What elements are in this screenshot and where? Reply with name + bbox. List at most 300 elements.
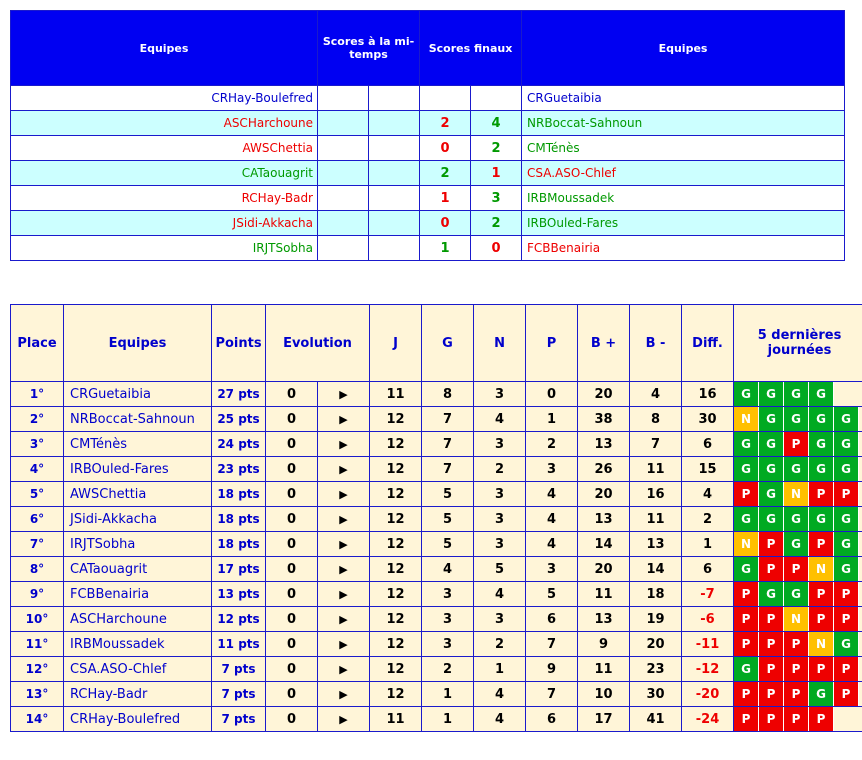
- goals-for: 13: [578, 432, 630, 457]
- form-badge: P: [784, 657, 809, 681]
- evolution-value: 0: [266, 457, 318, 482]
- losses: 9: [526, 657, 578, 682]
- wins: 5: [422, 507, 474, 532]
- team-name: IRBOuled-Fares: [64, 457, 212, 482]
- goals-against: 19: [630, 607, 682, 632]
- evolution-value: 0: [266, 632, 318, 657]
- played: 12: [370, 507, 422, 532]
- wins: 7: [422, 457, 474, 482]
- evolution-value: 0: [266, 432, 318, 457]
- form-badge: P: [809, 607, 834, 631]
- away-team: CSA.ASO-Chlef: [522, 161, 845, 186]
- losses-header: P: [526, 305, 578, 382]
- evolution-arrow-cell: [318, 407, 370, 432]
- evolution-value: 0: [266, 532, 318, 557]
- place: 4°: [11, 457, 64, 482]
- home-team-header: Equipes: [11, 11, 318, 86]
- form-badge: G: [809, 407, 834, 431]
- draws: 4: [474, 582, 526, 607]
- points: 12 pts: [212, 607, 266, 632]
- standings-row: [11, 532, 862, 557]
- home-team: CATaouagrit: [11, 161, 318, 186]
- last-five-results: [734, 482, 862, 507]
- form-badge: G: [759, 382, 784, 406]
- form-badge: P: [809, 582, 834, 606]
- form-badge: G: [834, 407, 859, 431]
- losses: 7: [526, 632, 578, 657]
- wins: 4: [422, 557, 474, 582]
- goals-for: 20: [578, 557, 630, 582]
- halftime-away-score: [369, 211, 420, 236]
- form-badge: G: [784, 532, 809, 556]
- goals-for: 10: [578, 682, 630, 707]
- evolution-arrow-cell: [318, 507, 370, 532]
- form-badge: P: [809, 707, 834, 731]
- form-badge: P: [734, 682, 759, 706]
- evolution-value: 0: [266, 482, 318, 507]
- final-home-score: 1: [420, 236, 471, 261]
- final-home-score: 0: [420, 211, 471, 236]
- evolution-arrow-cell: [318, 657, 370, 682]
- form-strip: [734, 407, 862, 431]
- team-name: JSidi-Akkacha: [64, 507, 212, 532]
- form-badge: N: [784, 607, 809, 631]
- points-header: Points: [212, 305, 266, 382]
- played: 12: [370, 607, 422, 632]
- points: 17 pts: [212, 557, 266, 582]
- points: 24 pts: [212, 432, 266, 457]
- team-name: CRHay-Boulefred: [64, 707, 212, 732]
- last-five-results: [734, 382, 862, 407]
- place: 3°: [11, 432, 64, 457]
- form-badge: G: [834, 432, 859, 456]
- play-right-icon: ▶: [339, 587, 348, 601]
- play-right-icon: ▶: [339, 712, 348, 726]
- played: 11: [370, 707, 422, 732]
- last-five-results: [734, 632, 862, 657]
- place: 1°: [11, 382, 64, 407]
- place: 6°: [11, 507, 64, 532]
- standings-row: [11, 557, 862, 582]
- evolution-arrow-cell: [318, 532, 370, 557]
- evolution-value: 0: [266, 607, 318, 632]
- away-team: IRBOuled-Fares: [522, 211, 845, 236]
- played: 12: [370, 482, 422, 507]
- goals-against: 18: [630, 582, 682, 607]
- place: 10°: [11, 607, 64, 632]
- form-badge: G: [734, 457, 759, 481]
- form-badge: G: [834, 457, 859, 481]
- goal-diff: -7: [682, 582, 734, 607]
- team-name: CSA.ASO-Chlef: [64, 657, 212, 682]
- form-badge: G: [734, 507, 759, 531]
- form-badge: P: [834, 482, 859, 506]
- evolution-value: 0: [266, 657, 318, 682]
- draws: 4: [474, 707, 526, 732]
- losses: 1: [526, 407, 578, 432]
- last-five-header: 5 dernières journées: [734, 305, 862, 382]
- draws: 4: [474, 682, 526, 707]
- played: 12: [370, 632, 422, 657]
- form-badge: P: [759, 682, 784, 706]
- final-away-score: 1: [471, 161, 522, 186]
- evolution-value: 0: [266, 382, 318, 407]
- form-badge: P: [784, 632, 809, 656]
- evolution-arrow-cell: [318, 682, 370, 707]
- goal-diff: 15: [682, 457, 734, 482]
- last-five-results: [734, 682, 862, 707]
- form-badge: G: [809, 382, 834, 406]
- play-right-icon: ▶: [339, 562, 348, 576]
- form-badge: P: [734, 582, 759, 606]
- goals-against: 7: [630, 432, 682, 457]
- goal-diff: 1: [682, 532, 734, 557]
- form-badge: G: [784, 407, 809, 431]
- losses: 6: [526, 607, 578, 632]
- goals-against-header: B -: [630, 305, 682, 382]
- points: 13 pts: [212, 582, 266, 607]
- goals-against: 20: [630, 632, 682, 657]
- evolution-arrow-cell: [318, 482, 370, 507]
- losses: 4: [526, 532, 578, 557]
- goals-against: 30: [630, 682, 682, 707]
- draws: 2: [474, 632, 526, 657]
- standings-row: [11, 657, 862, 682]
- form-badge: G: [834, 532, 859, 556]
- form-badge: N: [809, 557, 834, 581]
- goal-diff: -12: [682, 657, 734, 682]
- form-badge: G: [834, 507, 859, 531]
- points: 7 pts: [212, 657, 266, 682]
- standings-row: [11, 457, 862, 482]
- form-badge: P: [759, 707, 784, 731]
- place: 8°: [11, 557, 64, 582]
- form-badge: N: [784, 482, 809, 506]
- evolution-value: 0: [266, 557, 318, 582]
- place: 5°: [11, 482, 64, 507]
- halftime-home-score: [318, 211, 369, 236]
- form-badge: P: [734, 632, 759, 656]
- team-name: CRGuetaibia: [64, 382, 212, 407]
- play-right-icon: ▶: [339, 612, 348, 626]
- standings-row: [11, 682, 862, 707]
- goals-against: 13: [630, 532, 682, 557]
- goals-against: 41: [630, 707, 682, 732]
- place: 9°: [11, 582, 64, 607]
- evolution-value: 0: [266, 582, 318, 607]
- away-team: FCBBenairia: [522, 236, 845, 261]
- evolution-arrow-cell: [318, 582, 370, 607]
- losses: 4: [526, 507, 578, 532]
- draws: 3: [474, 507, 526, 532]
- goals-against: 23: [630, 657, 682, 682]
- team-name: RCHay-Badr: [64, 682, 212, 707]
- points: 25 pts: [212, 407, 266, 432]
- match-row: [11, 111, 845, 136]
- halftime-score-header: Scores à la mi-temps: [318, 11, 420, 86]
- played: 12: [370, 457, 422, 482]
- away-team: CMTénès: [522, 136, 845, 161]
- play-right-icon: ▶: [339, 487, 348, 501]
- wins: 1: [422, 682, 474, 707]
- last-five-results: [734, 607, 862, 632]
- evolution-value: 0: [266, 507, 318, 532]
- halftime-away-score: [369, 236, 420, 261]
- losses: 5: [526, 582, 578, 607]
- evolution-arrow-cell: [318, 432, 370, 457]
- form-badge: P: [759, 657, 784, 681]
- draws: 1: [474, 657, 526, 682]
- evolution-arrow-cell: [318, 382, 370, 407]
- goal-diff: 6: [682, 557, 734, 582]
- standings-row: [11, 407, 862, 432]
- standings-row: [11, 707, 862, 732]
- home-team: CRHay-Boulefred: [11, 86, 318, 111]
- play-right-icon: ▶: [339, 387, 348, 401]
- draws: 3: [474, 532, 526, 557]
- team-name: IRJTSobha: [64, 532, 212, 557]
- place: 7°: [11, 532, 64, 557]
- evolution-value: 0: [266, 407, 318, 432]
- form-strip: [734, 532, 862, 556]
- match-row: [11, 161, 845, 186]
- wins: 2: [422, 657, 474, 682]
- place: 13°: [11, 682, 64, 707]
- away-team: CRGuetaibia: [522, 86, 845, 111]
- team-name: ASCHarchoune: [64, 607, 212, 632]
- play-right-icon: ▶: [339, 537, 348, 551]
- last-five-results: [734, 457, 862, 482]
- losses: 4: [526, 482, 578, 507]
- goal-diff: -11: [682, 632, 734, 657]
- wins: 1: [422, 707, 474, 732]
- play-right-icon: ▶: [339, 687, 348, 701]
- form-badge: P: [759, 607, 784, 631]
- last-five-results: [734, 657, 862, 682]
- form-badge: G: [809, 432, 834, 456]
- wins: 5: [422, 532, 474, 557]
- played: 12: [370, 682, 422, 707]
- place: 11°: [11, 632, 64, 657]
- team-name: CMTénès: [64, 432, 212, 457]
- form-badge: P: [784, 557, 809, 581]
- form-strip: [734, 457, 862, 481]
- evolution-value: 0: [266, 707, 318, 732]
- wins: 3: [422, 607, 474, 632]
- wins: 5: [422, 482, 474, 507]
- last-five-results: [734, 532, 862, 557]
- standings-table: [10, 304, 862, 732]
- form-badge: P: [759, 557, 784, 581]
- team-name: FCBBenairia: [64, 582, 212, 607]
- standings-row: [11, 432, 862, 457]
- form-strip: [734, 432, 862, 456]
- team-name: AWSChettia: [64, 482, 212, 507]
- standings-row: [11, 507, 862, 532]
- last-five-results: [734, 432, 862, 457]
- goals-for: 13: [578, 607, 630, 632]
- wins: 8: [422, 382, 474, 407]
- losses: 3: [526, 557, 578, 582]
- form-badge: G: [734, 432, 759, 456]
- halftime-home-score: [318, 161, 369, 186]
- draws: 4: [474, 407, 526, 432]
- evolution-arrow-cell: [318, 632, 370, 657]
- play-right-icon: ▶: [339, 437, 348, 451]
- goal-diff: 4: [682, 482, 734, 507]
- evolution-arrow-cell: [318, 607, 370, 632]
- final-home-score: 2: [420, 161, 471, 186]
- form-badge: N: [809, 632, 834, 656]
- goals-for: 11: [578, 582, 630, 607]
- halftime-away-score: [369, 86, 420, 111]
- form-badge: G: [809, 457, 834, 481]
- losses: 7: [526, 682, 578, 707]
- form-badge: G: [759, 457, 784, 481]
- form-badge: P: [734, 707, 759, 731]
- points: 7 pts: [212, 707, 266, 732]
- form-badge: P: [759, 632, 784, 656]
- form-badge: N: [734, 407, 759, 431]
- goal-diff: 30: [682, 407, 734, 432]
- form-badge: G: [759, 507, 784, 531]
- draws: 5: [474, 557, 526, 582]
- final-away-score: [471, 86, 522, 111]
- form-badge: G: [809, 507, 834, 531]
- losses: 0: [526, 382, 578, 407]
- form-badge: P: [834, 682, 859, 706]
- losses: 3: [526, 457, 578, 482]
- standings-header-row: [11, 305, 862, 382]
- wins: 7: [422, 407, 474, 432]
- play-right-icon: ▶: [339, 637, 348, 651]
- wins-header: G: [422, 305, 474, 382]
- evolution-arrow-cell: [318, 457, 370, 482]
- form-strip: [734, 632, 862, 656]
- form-badge: P: [809, 657, 834, 681]
- final-home-score: 1: [420, 186, 471, 211]
- played: 12: [370, 582, 422, 607]
- goals-for-header: B +: [578, 305, 630, 382]
- play-right-icon: ▶: [339, 462, 348, 476]
- points: 23 pts: [212, 457, 266, 482]
- team-header: Equipes: [64, 305, 212, 382]
- form-badge: G: [759, 482, 784, 506]
- form-strip: [734, 707, 862, 731]
- form-badge: P: [734, 607, 759, 631]
- halftime-home-score: [318, 111, 369, 136]
- team-name: CATaouagrit: [64, 557, 212, 582]
- final-away-score: 4: [471, 111, 522, 136]
- place: 14°: [11, 707, 64, 732]
- final-score-header: Scores finaux: [420, 11, 522, 86]
- halftime-home-score: [318, 86, 369, 111]
- goals-for: 9: [578, 632, 630, 657]
- form-strip: [734, 507, 862, 531]
- played: 12: [370, 657, 422, 682]
- form-badge: P: [784, 682, 809, 706]
- form-strip: [734, 557, 862, 581]
- played-header: J: [370, 305, 422, 382]
- played: 12: [370, 407, 422, 432]
- goals-for: 11: [578, 657, 630, 682]
- goals-for: 20: [578, 382, 630, 407]
- halftime-away-score: [369, 186, 420, 211]
- form-badge: G: [784, 507, 809, 531]
- goals-for: 13: [578, 507, 630, 532]
- form-badge: P: [784, 707, 809, 731]
- evolution-header: Evolution: [266, 305, 370, 382]
- form-badge: G: [759, 582, 784, 606]
- points: 18 pts: [212, 532, 266, 557]
- losses: 6: [526, 707, 578, 732]
- team-name: NRBoccat-Sahnoun: [64, 407, 212, 432]
- form-strip: [734, 482, 862, 506]
- goal-diff: -6: [682, 607, 734, 632]
- final-home-score: 2: [420, 111, 471, 136]
- goals-against: 8: [630, 407, 682, 432]
- final-home-score: [420, 86, 471, 111]
- form-badge: P: [734, 482, 759, 506]
- away-team: NRBoccat-Sahnoun: [522, 111, 845, 136]
- points: 18 pts: [212, 482, 266, 507]
- wins: 3: [422, 632, 474, 657]
- form-strip: [734, 582, 862, 606]
- draws: 3: [474, 482, 526, 507]
- goals-for: 14: [578, 532, 630, 557]
- evolution-arrow-cell: [318, 557, 370, 582]
- draws: 3: [474, 607, 526, 632]
- match-row: [11, 211, 845, 236]
- played: 12: [370, 432, 422, 457]
- points: 11 pts: [212, 632, 266, 657]
- form-badge: P: [809, 532, 834, 556]
- evolution-value: 0: [266, 682, 318, 707]
- away-team: IRBMoussadek: [522, 186, 845, 211]
- final-away-score: 3: [471, 186, 522, 211]
- draws: 3: [474, 432, 526, 457]
- final-away-score: 2: [471, 211, 522, 236]
- play-right-icon: ▶: [339, 412, 348, 426]
- goals-against: 16: [630, 482, 682, 507]
- halftime-home-score: [318, 136, 369, 161]
- losses: 2: [526, 432, 578, 457]
- form-badge: P: [834, 607, 859, 631]
- goals-for: 26: [578, 457, 630, 482]
- goals-against: 14: [630, 557, 682, 582]
- home-team: IRJTSobha: [11, 236, 318, 261]
- wins: 3: [422, 582, 474, 607]
- form-badge: G: [784, 457, 809, 481]
- form-strip: [734, 682, 862, 706]
- goal-diff: -20: [682, 682, 734, 707]
- goals-against: 11: [630, 457, 682, 482]
- place: 12°: [11, 657, 64, 682]
- play-right-icon: ▶: [339, 662, 348, 676]
- home-team: RCHay-Badr: [11, 186, 318, 211]
- form-badge: G: [734, 657, 759, 681]
- goals-for: 38: [578, 407, 630, 432]
- form-strip: [734, 657, 862, 681]
- home-team: JSidi-Akkacha: [11, 211, 318, 236]
- played: 12: [370, 532, 422, 557]
- played: 12: [370, 557, 422, 582]
- last-five-results: [734, 582, 862, 607]
- halftime-home-score: [318, 236, 369, 261]
- goal-diff: 16: [682, 382, 734, 407]
- last-five-results: [734, 407, 862, 432]
- goals-against: 4: [630, 382, 682, 407]
